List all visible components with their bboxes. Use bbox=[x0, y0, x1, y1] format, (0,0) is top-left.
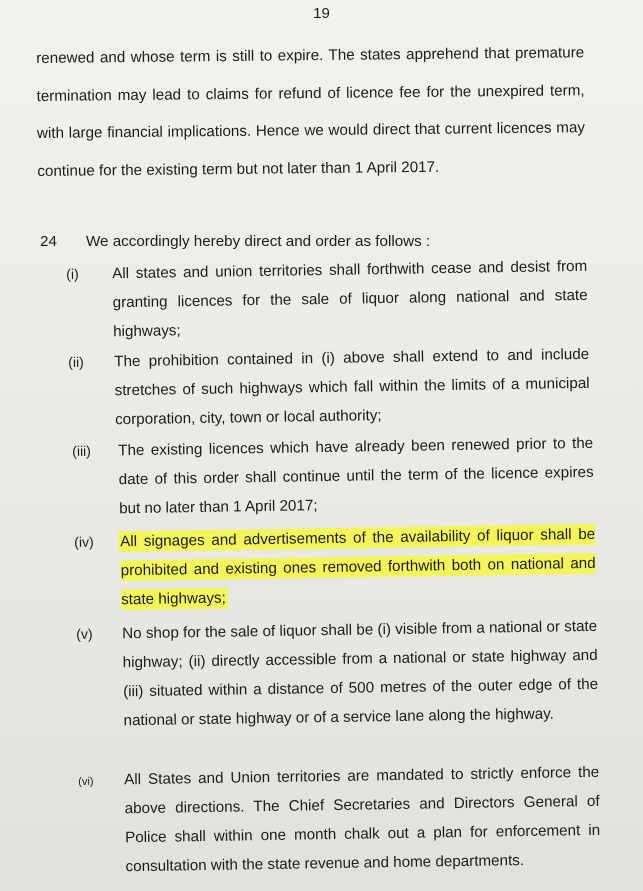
item-number: (vi) bbox=[78, 775, 94, 788]
continuation-paragraph: renewed and whose term is still to expire. The states apprehend that premature termination may lead to claims for refund of licence fee for the unexpired term, with large financial implications. Hence we would direct that current licences may continue for the existing term but not later than 1 April 2017. bbox=[36, 44, 586, 180]
paragraph-intro-text: We accordingly hereby direct and order as follows : bbox=[86, 233, 431, 250]
item-text: All states and union territories shall forthwith cease and desist from granting licences for the sale of liquor along national and state highways; bbox=[112, 257, 588, 341]
item-number: (i) bbox=[66, 265, 79, 282]
item-text: All States and Union territories are mandated to strictly enforce the above directions. The Chief Secretaries and Directors General of Police shall within one month chalk out a plan for enforcement in consultation with the state revenue and home departments. bbox=[124, 763, 601, 876]
item-number: (iii) bbox=[72, 442, 91, 459]
list-item bbox=[78, 757, 643, 876]
paragraph-24 bbox=[40, 230, 600, 254]
item-text: The existing licences which have already been renewed prior to the date of this order shall continue until the term of the licence expires but no later than 1 April 2017; bbox=[118, 434, 594, 518]
item-number: (ii) bbox=[68, 353, 84, 370]
highlighted-text: All signages and advertisements of the availability of liquor shall be prohibited and existing ones removed forthwith both on national and state highways; bbox=[120, 525, 596, 609]
item-number: (v) bbox=[76, 625, 93, 642]
page-number: 19 bbox=[313, 5, 330, 22]
paragraph-number: 24 bbox=[40, 233, 57, 250]
item-text: The prohibition contained in (i) above shall extend to and include stretches of such highways which fall within the limits of a municipal corporation, city, town or local authority; bbox=[114, 345, 590, 429]
item-text bbox=[120, 520, 596, 614]
item-number: (iv) bbox=[74, 533, 94, 550]
item-text: No shop for the sale of liquor shall be (i) visible from a national or state highway; (ii) directly accessible from a national or state highway and (iii) situated within a distance of 500 metres of the outer edge of the national or state highway or of a service lane along the highway. bbox=[122, 617, 599, 730]
